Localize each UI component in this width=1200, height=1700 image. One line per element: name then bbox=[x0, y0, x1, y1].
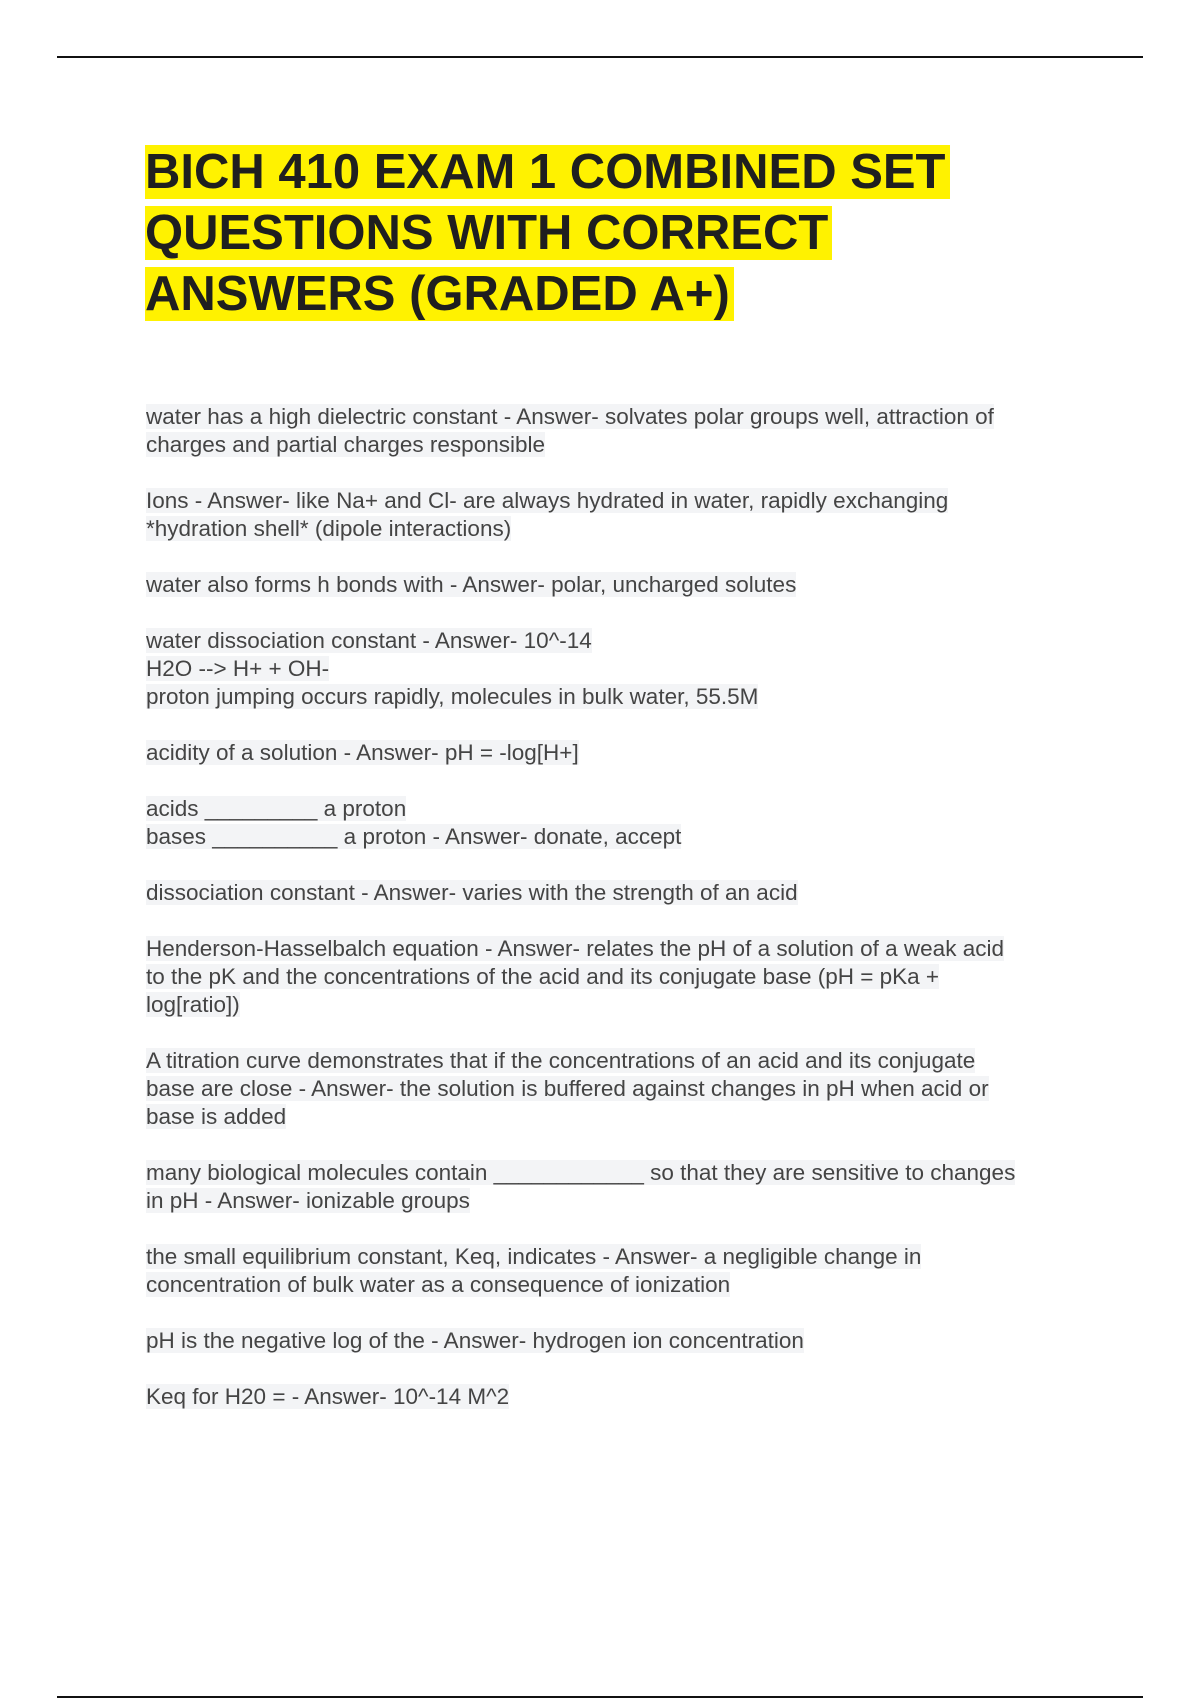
flashcard-line: dissociation constant - Answer- varies with the strength of an acid bbox=[146, 880, 798, 905]
flashcard-line: many biological molecules contain ____________ so that they are sensitive to changes bbox=[146, 1160, 1016, 1185]
flashcard-line: log[ratio]) bbox=[146, 992, 240, 1017]
flashcard-line: the small equilibrium constant, Keq, indicates - Answer- a negligible change in bbox=[146, 1244, 922, 1269]
footer-rule bbox=[57, 1696, 1143, 1698]
flashcard-item bbox=[146, 403, 1076, 459]
flashcard-line: base are close - Answer- the solution is buffered against changes in pH when acid or bbox=[146, 1076, 989, 1101]
flashcard-line: in pH - Answer- ionizable groups bbox=[146, 1188, 470, 1213]
flashcard-item bbox=[146, 879, 1076, 907]
flashcard-line: bases __________ a proton - Answer- donate, accept bbox=[146, 824, 682, 849]
flashcard-item bbox=[146, 1327, 1076, 1355]
document-title bbox=[145, 142, 1075, 325]
title-line: QUESTIONS WITH CORRECT bbox=[145, 206, 832, 260]
flashcard-line: charges and partial charges responsible bbox=[146, 432, 545, 457]
flashcard-item bbox=[146, 1047, 1076, 1131]
flashcard-line: to the pK and the concentrations of the acid and its conjugate base (pH = pKa + bbox=[146, 964, 940, 989]
flashcard-item bbox=[146, 739, 1076, 767]
flashcard-item bbox=[146, 935, 1076, 1019]
flashcard-line: concentration of bulk water as a consequence of ionization bbox=[146, 1272, 731, 1297]
flashcard-line: water also forms h bonds with - Answer- polar, uncharged solutes bbox=[146, 572, 797, 597]
flashcard-line: *hydration shell* (dipole interactions) bbox=[146, 516, 512, 541]
flashcard-list bbox=[146, 403, 1076, 1439]
flashcard-line: proton jumping occurs rapidly, molecules in bulk water, 55.5M bbox=[146, 684, 759, 709]
flashcard-line: H2O --> H+ + OH- bbox=[146, 656, 330, 681]
flashcard-item bbox=[146, 1159, 1076, 1215]
title-line: BICH 410 EXAM 1 COMBINED SET bbox=[145, 145, 950, 199]
flashcard-item bbox=[146, 1383, 1076, 1411]
flashcard-item bbox=[146, 487, 1076, 543]
flashcard-item bbox=[146, 571, 1076, 599]
flashcard-line: acids _________ a proton bbox=[146, 796, 407, 821]
flashcard-line: Keq for H20 = - Answer- 10^-14 M^2 bbox=[146, 1384, 510, 1409]
flashcard-line: base is added bbox=[146, 1104, 287, 1129]
header-rule bbox=[57, 56, 1143, 58]
flashcard-line: acidity of a solution - Answer- pH = -log[H+] bbox=[146, 740, 579, 765]
flashcard-line: pH is the negative log of the - Answer- hydrogen ion concentration bbox=[146, 1328, 804, 1353]
title-line: ANSWERS (GRADED A+) bbox=[145, 267, 734, 321]
flashcard-line: Ions - Answer- like Na+ and Cl- are always hydrated in water, rapidly exchanging bbox=[146, 488, 949, 513]
flashcard-line: Henderson-Hasselbalch equation - Answer- relates the pH of a solution of a weak acid bbox=[146, 936, 1004, 961]
flashcard-line: water dissociation constant - Answer- 10^-14 bbox=[146, 628, 592, 653]
flashcard-item bbox=[146, 795, 1076, 851]
flashcard-line: A titration curve demonstrates that if the concentrations of an acid and its conjugate bbox=[146, 1048, 976, 1073]
flashcard-item bbox=[146, 627, 1076, 711]
flashcard-line: water has a high dielectric constant - Answer- solvates polar groups well, attraction of bbox=[146, 404, 994, 429]
flashcard-item bbox=[146, 1243, 1076, 1299]
